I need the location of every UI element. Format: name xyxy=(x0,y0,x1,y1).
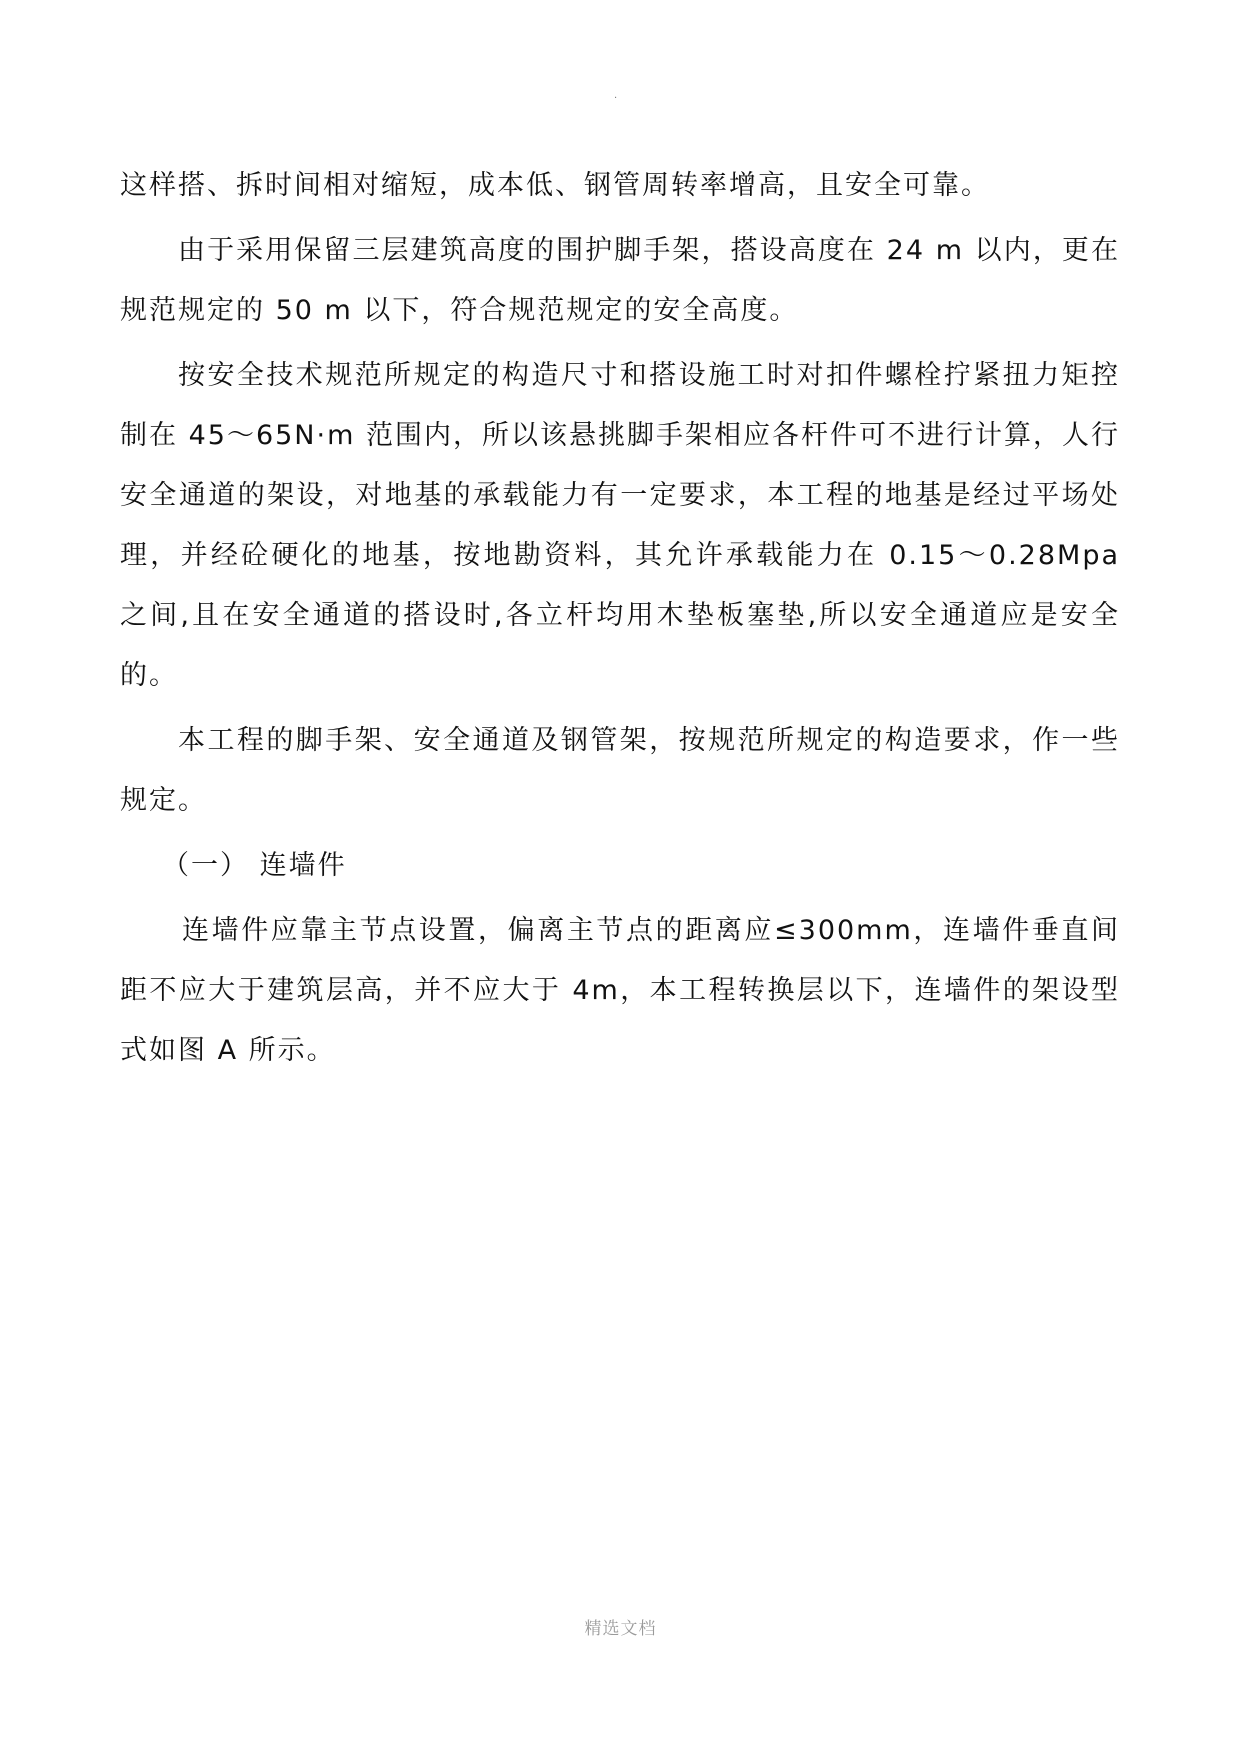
paragraph-torque-foundation: 按安全技术规范所规定的构造尺寸和搭设施工时对扣件螺栓拧紧扭力矩控制在 45～65N·m 范围内，所以该悬挑脚手架相应各杆件可不进行计算，人行安全通道的架设，对地基的承载能力有一定要求，本工程的地基是经过平场处理，并经砼硬化的地基，按地勘资料，其允许承载能力在 0.15～0.28Mpa 之间,且在安全通道的搭设时,各立杆均用木垫板塞垫,所以安全通道应是安全的。 xyxy=(120,360,1120,691)
section-heading-wall-ties: （一） 连墙件 xyxy=(162,850,347,881)
document-body xyxy=(120,156,1120,1086)
footer-label: 精选文档 xyxy=(584,1619,657,1639)
paragraph-continuation: 这样搭、拆时间相对缩短，成本低、钢管周转率增高，且安全可靠。 xyxy=(120,170,990,201)
header-mark: · xyxy=(614,93,618,104)
paragraph-wall-ties: 连墙件应靠主节点设置，偏离主节点的距离应≤300mm，连墙件垂直间距不应大于建筑层高，并不应大于 4m，本工程转换层以下，连墙件的架设型式如图 A 所示。 xyxy=(120,915,1120,1066)
paragraph-height: 由于采用保留三层建筑高度的围护脚手架，搭设高度在 24 m 以内，更在规范规定的 50 m 以下，符合规范规定的安全高度。 xyxy=(120,235,1120,326)
paragraph-regulations: 本工程的脚手架、安全通道及钢管架，按规范所规定的构造要求，作一些规定。 xyxy=(120,725,1120,816)
